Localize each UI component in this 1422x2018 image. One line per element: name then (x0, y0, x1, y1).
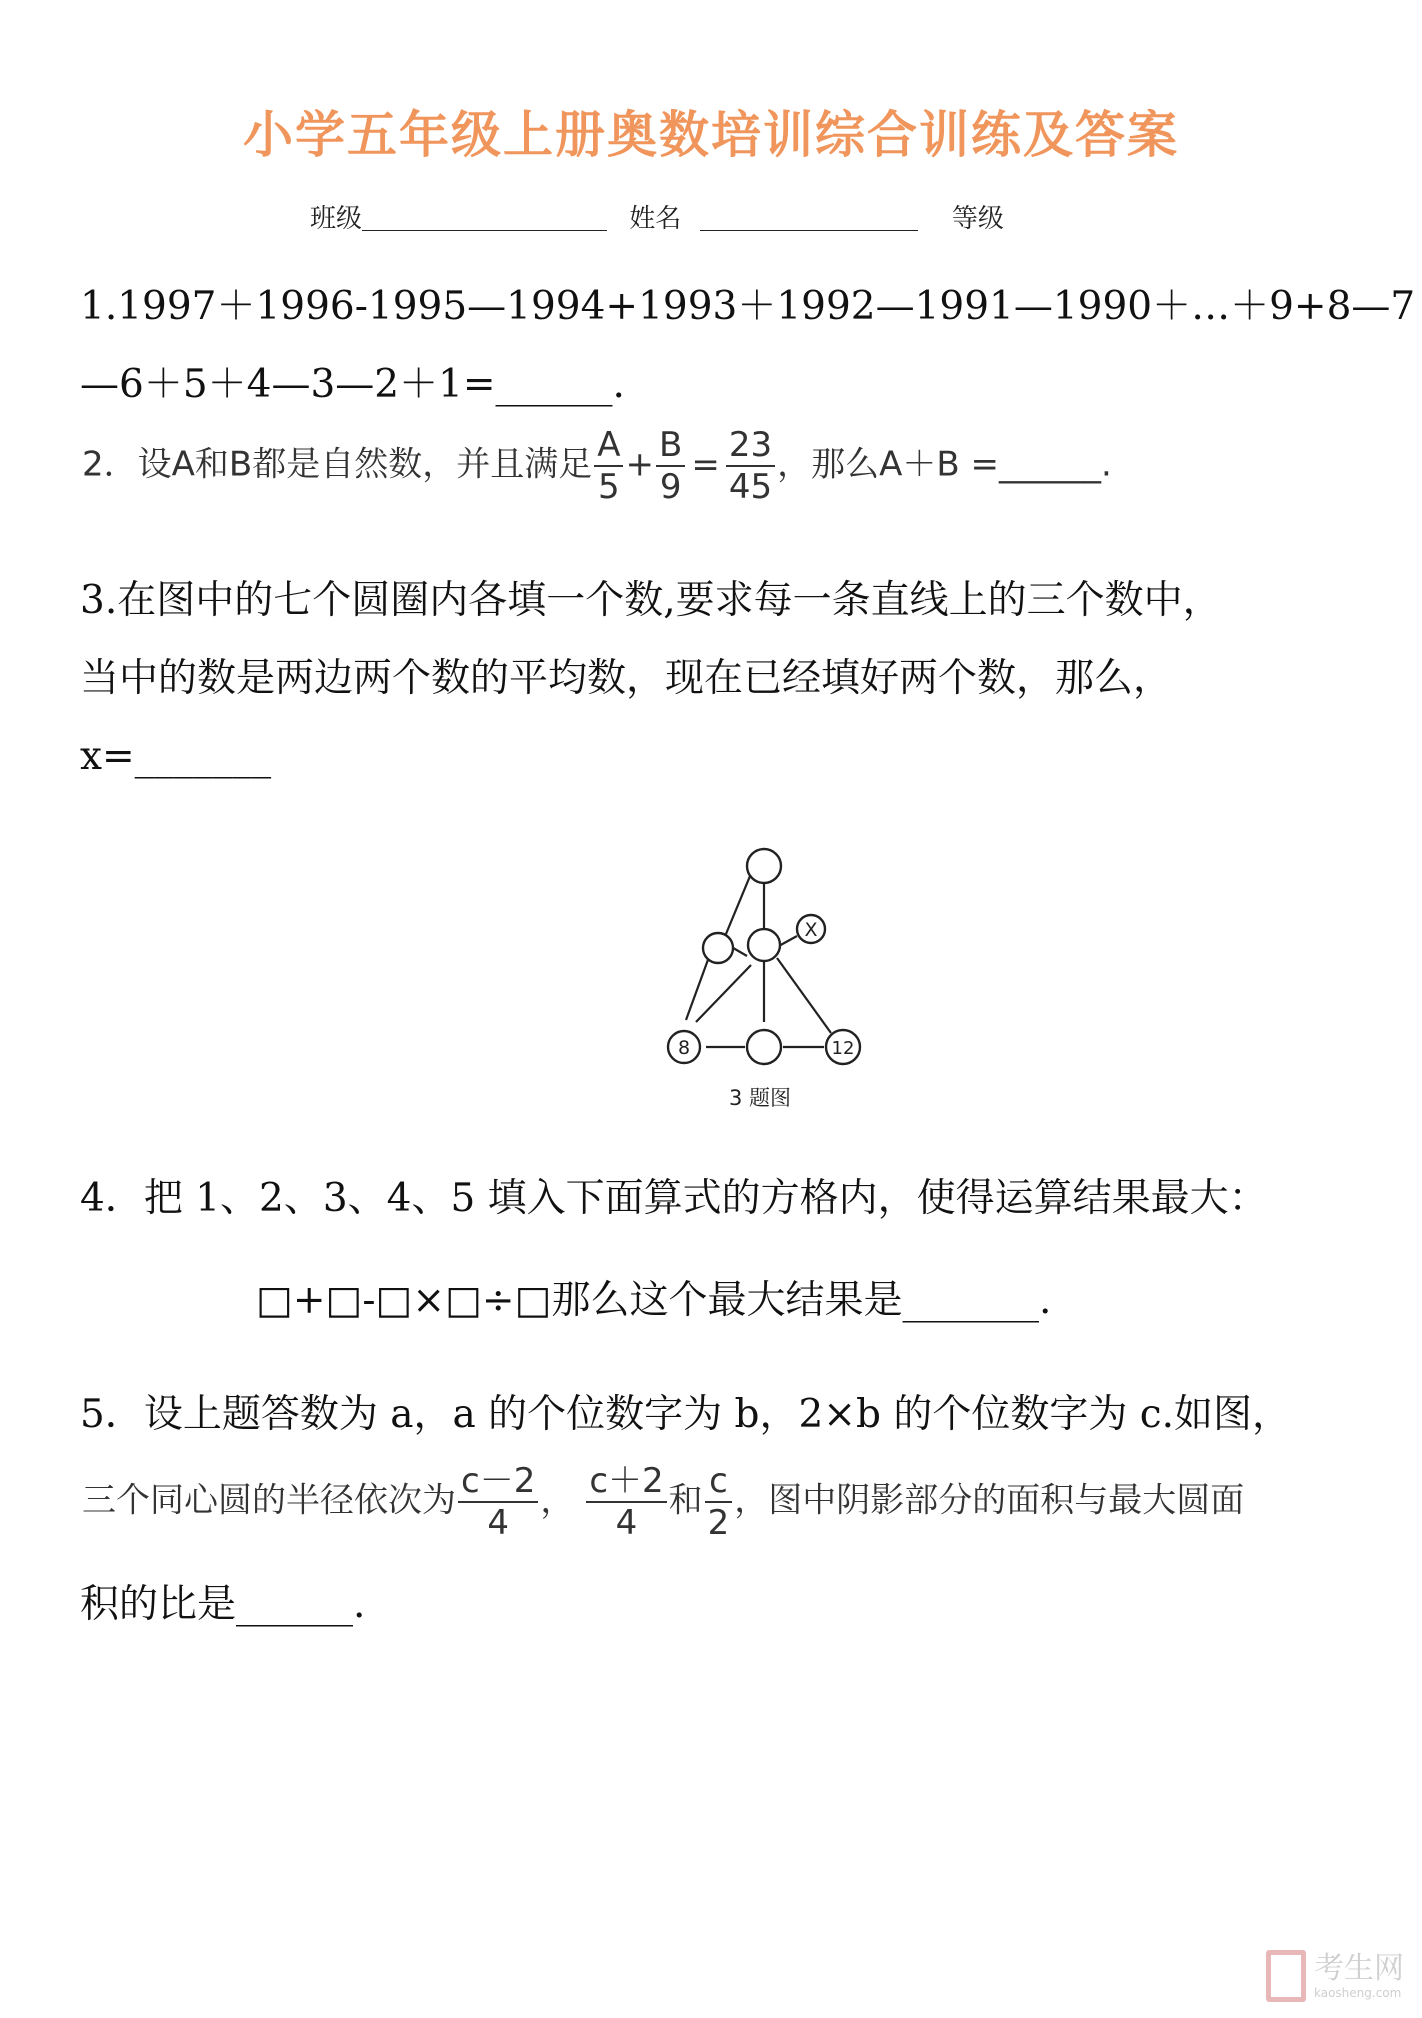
label-x: X (804, 919, 818, 941)
name-blank (700, 204, 918, 231)
grade-label: 等级 (951, 204, 1004, 234)
question-3-line-2: 当中的数是两边两个数的平均数，现在已经填好两个数，那么， (80, 656, 1173, 701)
name-label: 姓名 (629, 204, 682, 234)
question-1-line-2: —6＋5＋4—3—2＋1=______. (80, 362, 625, 407)
diagram-caption: 3 题图 (728, 1086, 792, 1110)
fraction-c-minus-2-over-4: $\frac{c-2}{4}$ (458, 1464, 538, 1540)
class-label: 班级 (310, 204, 363, 234)
label-8: 8 (677, 1037, 691, 1059)
fraction-c-over-2: $\frac{c}{2}$ (705, 1464, 733, 1540)
seven-circles-diagram (640, 830, 880, 1120)
class-blank (362, 204, 607, 231)
question-1-line-1: 1.1997＋1996-1995—1994+1993＋1992—1991—1990＋…＋9+8—7 (80, 284, 1416, 329)
question-4-line-2: □+□-□×□÷□那么这个最大结果是_______. (256, 1278, 1052, 1323)
circle-center (748, 929, 780, 961)
page-title: 小学五年级上册奥数培训综合训练及答案 (243, 106, 1179, 164)
question-5-line-3: 积的比是______. (80, 1582, 366, 1627)
fraction-b-over-9: $\frac{B}{9}$ (656, 428, 685, 504)
watermark-url: kaosheng.com (1314, 1986, 1402, 2000)
question-4-line-1: 4．把 1、2、3、4、5 填入下面算式的方格内，使得运算结果最大： (80, 1176, 1268, 1221)
question-2-suffix: ，那么A＋B =______. (777, 444, 1112, 485)
question-5-line-1: 5．设上题答数为 a，a 的个位数字为 b，2×b 的个位数字为 c.如图， (80, 1392, 1291, 1437)
student-info-line (310, 198, 1004, 235)
fraction-c-plus-2-over-4: $\frac{c+2}{4}$ (586, 1464, 666, 1540)
label-12: 12 (831, 1038, 855, 1059)
fraction-a-over-5: $\frac{A}{5}$ (594, 428, 623, 504)
circle-upper-left (703, 933, 733, 963)
question-3-line-3: x=_______ (80, 734, 272, 779)
question-2: 2．设A和B都是自然数，并且满足 $\frac{A}{5}$ + $\frac{B}{9}$ = $\frac{23}{45}$ ，那么A＋B =______. (82, 425, 1112, 507)
circle-top (747, 849, 781, 883)
watermark-brand: 考生网 (1314, 1951, 1404, 1986)
circle-bottom-middle (747, 1030, 781, 1064)
watermark (1266, 1950, 1404, 2002)
question-2-prefix: 2．设A和B都是自然数，并且满足 (82, 444, 593, 485)
question-5-line-2: 三个同心圆的半径依次为 $\frac{c-2}{4}$ ， $\frac{c+2}{4}$ 和 $\frac{c}{2}$ ，图中阴影部分的面积与最大圆面 (82, 1461, 1245, 1543)
question-3-line-1: 3.在图中的七个圆圈内各填一个数,要求每一条直线上的三个数中， (80, 578, 1222, 623)
fraction-23-over-45: $\frac{23}{45}$ (726, 428, 775, 504)
watermark-logo-icon (1266, 1950, 1306, 2002)
